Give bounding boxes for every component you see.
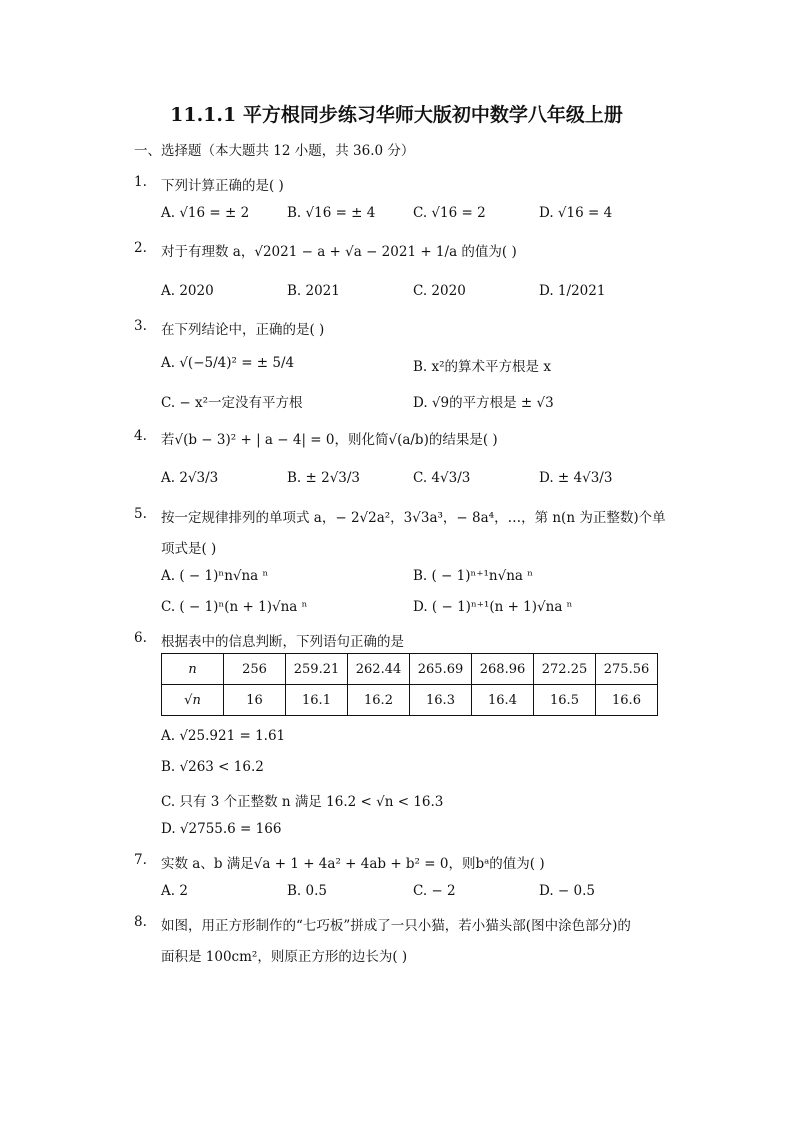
question-number: 1. — [134, 174, 147, 190]
data-table — [161, 653, 658, 716]
table-cell: 16.3 — [410, 685, 472, 716]
question-stem: 下列计算正确的是( ) — [161, 178, 284, 194]
option-d[interactable]: D. ( − 1)ⁿ⁺¹(n + 1)√na ⁿ — [413, 599, 573, 615]
question-number: 7. — [134, 852, 147, 868]
question-stem-cont: 项式是( ) — [161, 541, 217, 557]
option-d[interactable]: D. √9的平方根是 ± √3 — [413, 395, 554, 411]
option-b[interactable]: B. 2021 — [287, 283, 340, 299]
option-b[interactable]: B. 0.5 — [287, 883, 327, 899]
table-cell: 262.44 — [348, 654, 410, 685]
table-cell: 268.96 — [472, 654, 534, 685]
option-b[interactable]: B. √16 = ± 4 — [287, 205, 376, 221]
option-c[interactable]: C. 只有 3 个正整数 n 满足 16.2 < √n < 16.3 — [161, 794, 444, 810]
question-stem: 如图，用正方形制作的“七巧板”拼成了一只小猫，若小猫头部(图中涂色部分)的 — [161, 918, 631, 934]
question-number: 8. — [134, 914, 147, 930]
option-b[interactable]: B. x²的算术平方根是 x — [413, 359, 551, 375]
table-cell: 275.56 — [596, 654, 658, 685]
table-cell: 265.69 — [410, 654, 472, 685]
table-cell: 16 — [224, 685, 286, 716]
question-number: 5. — [134, 506, 147, 522]
page-title: 11.1.1 平方根同步练习华师大版初中数学八年级上册 — [170, 104, 623, 126]
question-stem: 对于有理数 a，√2021 − a + √a − 2021 + 1/a 的值为( ) — [161, 244, 517, 260]
option-a[interactable]: A. 2 — [161, 883, 188, 899]
table-cell: 16.6 — [596, 685, 658, 716]
option-d[interactable]: D. √16 = 4 — [539, 205, 613, 221]
table-cell: 259.21 — [286, 654, 348, 685]
option-c[interactable]: C. 2020 — [413, 283, 466, 299]
question-stem: 若√(b − 3)² + | a − 4| = 0，则化简√(a/b)的结果是( ) — [161, 432, 498, 448]
question-stem: 根据表中的信息判断，下列语句正确的是 — [161, 634, 404, 650]
question-number: 2. — [134, 240, 147, 256]
table-cell: 16.4 — [472, 685, 534, 716]
option-c[interactable]: C. ( − 1)ⁿ(n + 1)√na ⁿ — [161, 599, 308, 615]
table-cell: 16.5 — [534, 685, 596, 716]
table-row — [162, 654, 658, 685]
option-b[interactable]: B. √263 < 16.2 — [161, 759, 264, 775]
option-c[interactable]: C. − 2 — [413, 883, 456, 899]
table-cell: n — [162, 654, 224, 685]
question-stem: 按一定规律排列的单项式 a，− 2√2a²，3√3a³，− 8a⁴，…，第 n(n 为正整数)个单 — [161, 510, 666, 526]
option-a[interactable]: A. 2√3/3 — [161, 470, 219, 486]
table-cell: 16.2 — [348, 685, 410, 716]
option-a[interactable]: A. 2020 — [161, 283, 214, 299]
question-number: 6. — [134, 630, 147, 646]
section-heading: 一、选择题（本大题共 12 小题，共 36.0 分） — [134, 143, 415, 159]
question-number: 4. — [134, 428, 147, 444]
option-b[interactable]: B. ( − 1)ⁿ⁺¹n√na ⁿ — [413, 568, 534, 584]
option-a[interactable]: A. √(−5/4)² = ± 5/4 — [161, 355, 295, 371]
option-d[interactable]: D. ± 4√3/3 — [539, 470, 613, 486]
option-c[interactable]: C. 4√3/3 — [413, 470, 471, 486]
option-d[interactable]: D. √2755.6 = 166 — [161, 821, 282, 837]
option-d[interactable]: D. − 0.5 — [539, 883, 595, 899]
question-stem: 实数 a、b 满足√a + 1 + 4a² + 4ab + b² = 0，则bᵃ的值为( ) — [161, 856, 545, 872]
question-stem: 在下列结论中，正确的是( ) — [161, 322, 325, 338]
option-b[interactable]: B. ± 2√3/3 — [287, 470, 361, 486]
table-cell: 272.25 — [534, 654, 596, 685]
option-a[interactable]: A. ( − 1)ⁿn√na ⁿ — [161, 568, 269, 584]
question-number: 3. — [134, 318, 147, 334]
option-c[interactable]: C. − x²一定没有平方根 — [161, 395, 303, 411]
option-c[interactable]: C. √16 = 2 — [413, 205, 486, 221]
table-cell: 16.1 — [286, 685, 348, 716]
table-cell: 256 — [224, 654, 286, 685]
option-a[interactable]: A. √16 = ± 2 — [161, 205, 250, 221]
option-d[interactable]: D. 1/2021 — [539, 283, 606, 299]
option-a[interactable]: A. √25.921 = 1.61 — [161, 728, 286, 744]
question-stem-cont: 面积是 100cm²，则原正方形的边长为( ) — [161, 949, 408, 965]
table-row — [162, 685, 658, 716]
table-cell: √n — [162, 685, 224, 716]
